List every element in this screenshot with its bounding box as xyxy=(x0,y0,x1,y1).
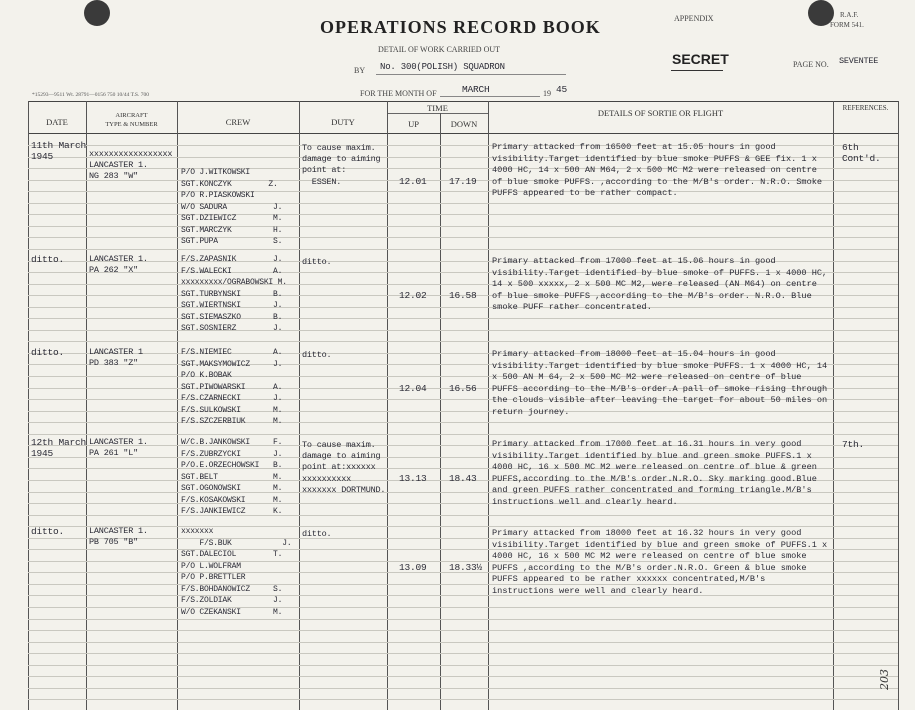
entry-details: Primary attacked from 18000 feet at 15.04 hours in good visibility.Target identified by blue smoke PUFFS. 1 x 4000 HC, 14 x 500 AN M 64, 2 x 500 MC M2 were released on centre of blue PUFFS according to the M/B's order.A pall of smoke rising through the clouds visible after leaving the target for about 50 miles on return journey. xyxy=(492,349,828,417)
entry-details: Primary attacked from 17000 feet at 16.31 hours in very good visibility.Target identified by blue and green smoke PUFFS.1 x 4000 HC, 16 x 500 MC M2 were released on centre of blue & green PUFFS,according to the M/B's order.N.R.O. Sky marking good.Blue and green PUFFS rather concentrated and forming triangle.M/B's instructions well and clearly heard. xyxy=(492,439,817,507)
column-header-down: DOWN xyxy=(450,119,478,129)
entry-details: Primary attacked from 17000 feet at 15.06 hours in good visibility.Target identified by blue smoke of PUFFS. 1 x 4000 HC, 14 x 500 xxxxx, 2 x 500 MC M2, were released (AN M64) on centre of blue smoke PUFFS ,according to the M/B's order. N.R.O. Blue smoke PUFF rather concentrated. xyxy=(492,256,828,313)
column-header-aircraft: AIRCRAFT xyxy=(115,112,148,119)
entry-duty: ditto. xyxy=(302,350,332,360)
entry-crew: F/S.NIEMIEC A. SGT.MAKSYMOWICZ J. P/O K.BOBAK SGT.PIWOWARSKI A. F/S.CZARNECKI J. F/S.SULKOWSKI M. F/S.SZCZERBIUK M. xyxy=(181,348,283,426)
form-number: FORM 541. xyxy=(830,21,864,29)
entry-reference: 6th Cont'd. xyxy=(842,142,881,164)
entry-duty: To cause maxim. damage to aiming point at:xxxxxx xxxxxxxxxx xxxxxxx DORTMUND. xyxy=(302,440,386,495)
column-header-details: DETAILS OF SORTIE OR FLIGHT xyxy=(597,108,724,118)
entry-time-down: 16.58 xyxy=(449,290,477,301)
entry-duty: To cause maxim. damage to aiming point at: ESSEN. xyxy=(302,143,381,187)
year-prefix: 19 xyxy=(543,89,551,98)
entry-date: 11th March 1945 xyxy=(31,140,87,162)
entry-time-up: 13.09 xyxy=(399,562,427,573)
margin-note: 203 xyxy=(878,669,891,690)
column-header-duty: DUTY xyxy=(331,117,355,127)
entry-crew: W/C.B.JANKOWSKI F. F/S.ZUBRZYCKI J. P/O.E.ORZECHOWSKI B. SGT.BELT M. SGT.OGONOWSKI M. F/S.KOSAKOWSKI M. F/S.JANKIEWICZ K. xyxy=(181,438,283,516)
page-value: SEVENTEE xyxy=(839,56,879,66)
entry-time-down: 18.33½ xyxy=(449,562,483,573)
by-label: BY xyxy=(354,66,366,75)
page-title: OPERATIONS RECORD BOOK xyxy=(320,17,601,37)
detail-label: DETAIL OF WORK CARRIED OUT xyxy=(378,45,501,54)
entry-crew: F/S.ZAPASNIK J. F/S.WALECKI A. xxxxxxxxx/OGRABOWSKI M. SGT.TURBYNSKI B. SGT.WIERTNSKI J. SGT.SIEMASZKO B. SGT.SOSNIERZ J. xyxy=(181,255,287,333)
squadron-value: No. 300(POLISH) SQUADRON xyxy=(380,62,505,72)
entry-aircraft: LANCASTER 1 PD 383 "Z" xyxy=(89,347,143,368)
entry-details: Primary attacked from 16500 feet at 15.05 hours in good visibility.Target identified by blue smoke PUFFS & GEE fix. 1 x 4000 HC, 14 x 500 AN M64, 2 x 500 MC M2 were released on centre of blue smoke PUFFS. ,according to the M/B's order. N.R.O. Smoke PUFFS appeared to be rather compact. xyxy=(492,142,823,199)
entry-details: Primary attacked from 18000 feet at 16.32 hours in very good visibility.Target identified by blue and green smoke of PUFFS.1 x 4000 HC, 16 x 500 MC M2 were released on centre of blue smoke PUFFS ,according to the M/B's order.N.R.O. Green & blue smoke PUFFS appeared to be rather xxxxxx concentrated,M/B's instructions were well and clearly heard. xyxy=(492,528,828,596)
entry-reference: 7th. xyxy=(842,439,865,450)
entry-time-up: 12.04 xyxy=(399,383,427,394)
column-header-references: REFERENCES. xyxy=(842,104,889,112)
column-header-up: UP xyxy=(408,119,419,129)
entry-time-up: 13.13 xyxy=(399,473,427,484)
entry-time-up: 12.02 xyxy=(399,290,427,301)
entry-duty: ditto. xyxy=(302,257,332,267)
column-header-time: TIME xyxy=(427,103,448,113)
month-value: MARCH xyxy=(462,84,490,95)
entry-aircraft: xxxxxxxxxxxxxxxxx LANCASTER 1. NG 283 "W" xyxy=(89,149,173,181)
entry-duty: ditto. xyxy=(302,529,332,539)
page-label: PAGE NO. xyxy=(793,60,829,69)
month-label: FOR THE MONTH OF xyxy=(360,89,437,98)
entry-time-down: 18.43 xyxy=(449,473,477,484)
entry-date: ditto. xyxy=(31,347,65,358)
column-header-date: DATE xyxy=(46,117,68,127)
entry-aircraft: LANCASTER 1. PA 261 "L" xyxy=(89,437,148,458)
entry-crew: xxxxxxx F/S.BUK J. SGT.DALECIOL T. P/O L.WOLFRAM P/O P.BRETTLER F/S.BOHDANOWICZ S. F/S.ZOLDIAK J. W/O CZEKANSKI M. xyxy=(181,527,292,617)
column-header-aircraft-type: TYPE & NUMBER xyxy=(105,121,158,128)
raf-label: R.A.F. xyxy=(840,11,859,19)
entry-date: ditto. xyxy=(31,526,65,537)
entry-date: ditto. xyxy=(31,254,65,265)
entry-aircraft: LANCASTER 1. PB 705 "B" xyxy=(89,526,148,547)
entry-time-up: 12.01 xyxy=(399,176,427,187)
secret-stamp: SECRET xyxy=(672,51,729,67)
appendix-label: APPENDIX xyxy=(674,14,714,23)
entry-crew: P/O J.WITKOWSKI SGT.KONCZYK Z. P/O R.PIASKOWSKI W/O SADURA J. SGT.DZIEWICZ M. SGT.MARCZYK H. SGT.PUPA S. xyxy=(181,168,283,246)
entry-aircraft: LANCASTER 1. PA 262 "X" xyxy=(89,254,148,275)
entry-date: 12th March 1945 xyxy=(31,437,87,459)
entry-time-down: 17.19 xyxy=(449,176,477,187)
entry-time-down: 16.56 xyxy=(449,383,477,394)
punch-hole xyxy=(84,0,110,26)
print-code: *15293—9511 Wt. 28791—0156 750 10/44 T.S. 700 xyxy=(32,92,149,98)
column-header-crew: CREW xyxy=(225,117,251,127)
year-value: 45 xyxy=(556,84,568,95)
